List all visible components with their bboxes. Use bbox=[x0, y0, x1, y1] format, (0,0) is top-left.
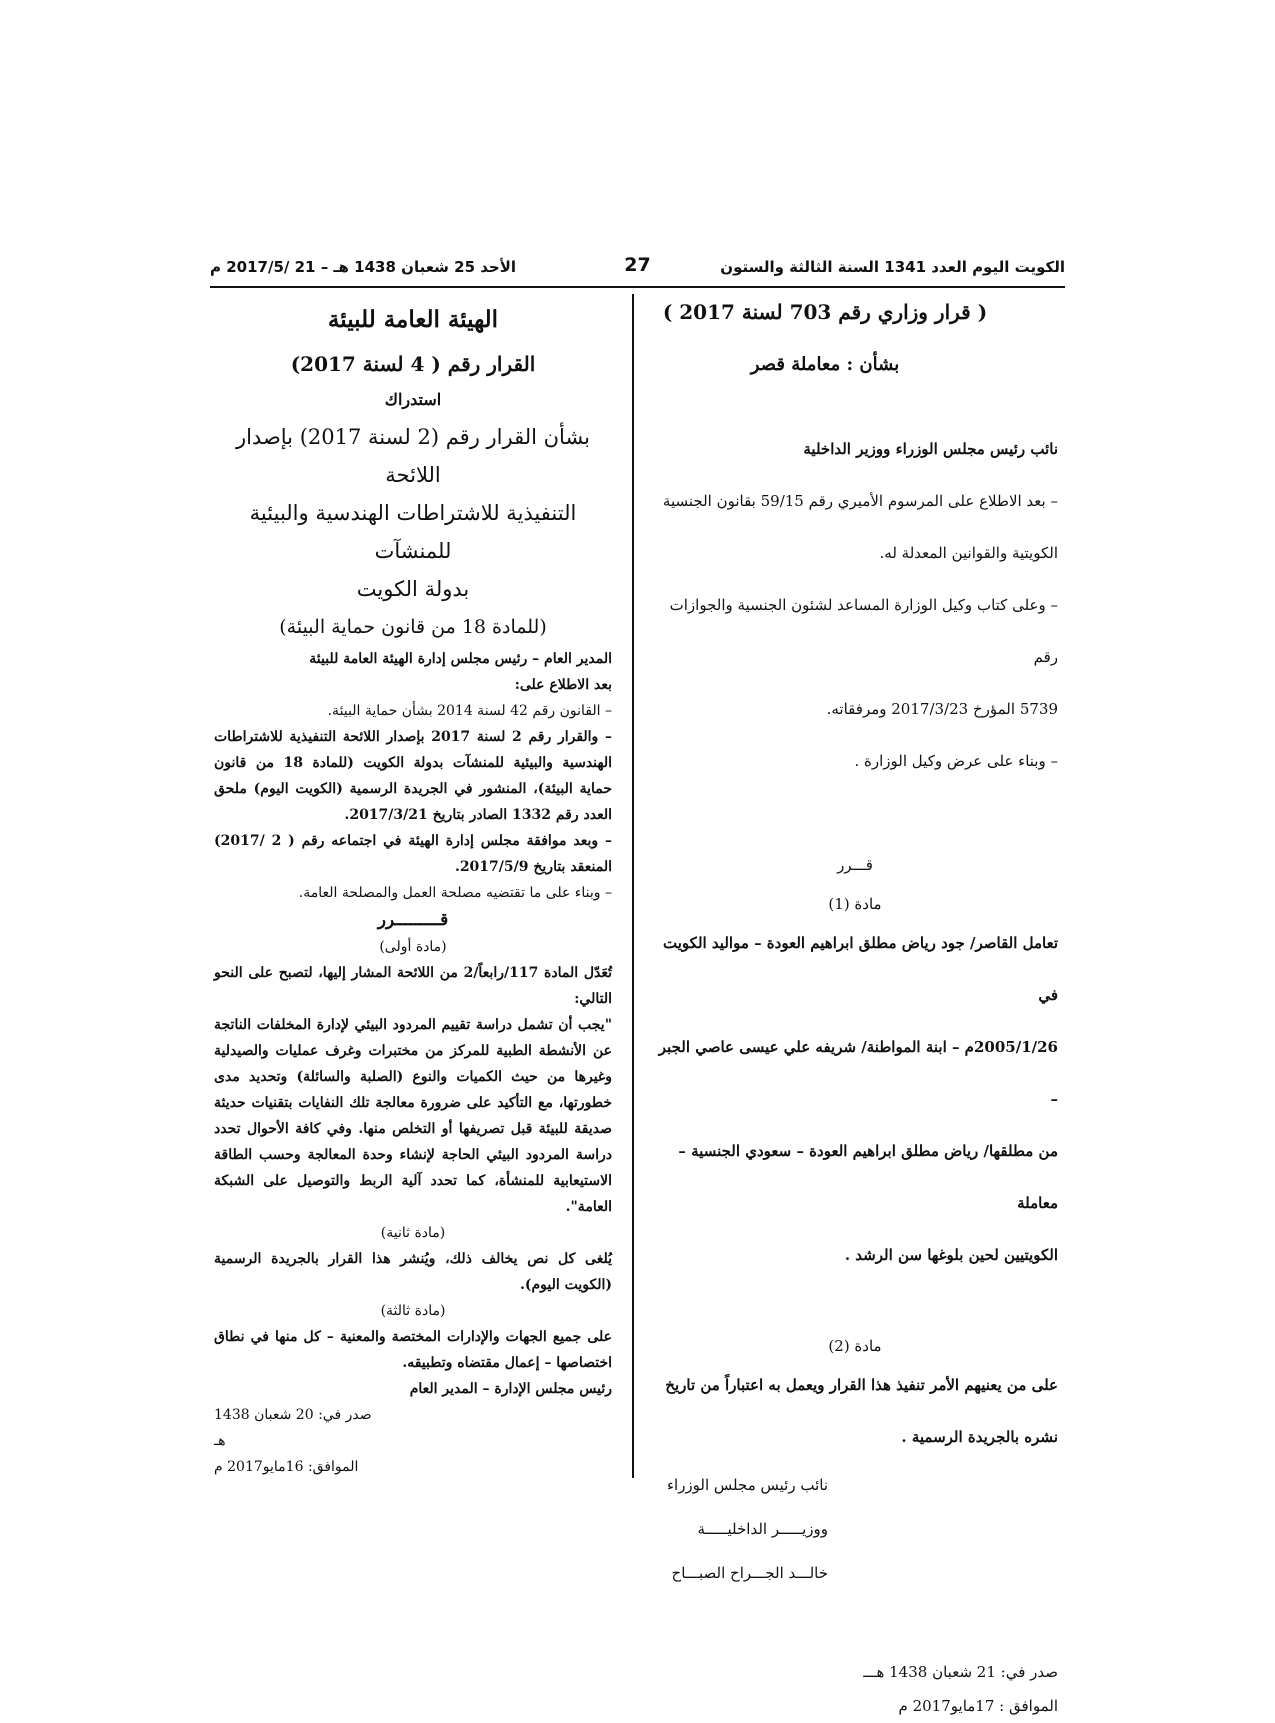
column-divider bbox=[632, 294, 634, 1478]
preamble-line: – بعد الاطلاع على المرسوم الأميري رقم 59/15 بقانون الجنسية bbox=[662, 492, 1058, 510]
signature-title: نائب رئيس مجلس الوزراء bbox=[666, 1476, 828, 1494]
header-divider bbox=[210, 286, 1065, 288]
article-2-heading: (مادة ثانية) bbox=[380, 1225, 446, 1241]
decision-subject-line: بدولة الكويت bbox=[356, 577, 470, 601]
gregorian-date: الموافق : 17مايو2017 م bbox=[898, 1697, 1058, 1715]
reference-item: – والقرار رقم 2 لسنة 2017 بإصدار اللائحة التنفيذية للاشتراطات الهندسية والبيئية للمنشآت بدولة الكويت (للمادة 18 من قانون حماية البيئة)، المنشور في الجريدة الرسمية (الكويت اليوم) ملحق العدد رقم 1332 الصادر بتاريخ 2017/3/21. bbox=[214, 729, 613, 823]
decision-number: القرار رقم ( 4 لسنة 2017) bbox=[290, 352, 536, 376]
decision-subject-line: (للمادة 18 من قانون حماية البيئة) bbox=[279, 616, 547, 638]
decided-heading: قـــرر bbox=[837, 856, 873, 874]
decision-title: ( قرار وزاري رقم 703 لسنة 2017 ) bbox=[662, 300, 988, 324]
signatory-name: خالـــد الجـــراح الصبـــاح bbox=[671, 1564, 828, 1582]
article-3-heading: (مادة ثالثة) bbox=[380, 1303, 446, 1319]
article-1-heading: (مادة أولى) bbox=[379, 939, 447, 955]
article-1-line: من مطلقها/ رياض مطلق ابراهيم العودة – سعودي الجنسية – معاملة bbox=[678, 1142, 1058, 1212]
header-date: الأحد 25 شعبان 1438 هـ – 21 /2017/5 م bbox=[210, 258, 517, 276]
issuer: المدير العام – رئيس مجلس إدارة الهيئة العامة للبيئة bbox=[309, 651, 612, 667]
article-1-heading: مادة (1) bbox=[828, 895, 882, 913]
issue-date: صدر في: 20 شعبان 1438 هـ bbox=[214, 1407, 372, 1449]
environment-authority-column bbox=[214, 300, 612, 1480]
gregorian-date: الموافق: 16مايو2017 م bbox=[214, 1459, 359, 1475]
decision-subject: بشأن : معاملة قصر bbox=[750, 354, 900, 375]
preamble-line: – وبناء على عرض وكيل الوزارة . bbox=[854, 752, 1058, 770]
header-publication-issue: الكويت اليوم العدد 1341 السنة الثالثة والستون bbox=[720, 258, 1065, 276]
article-2-heading: مادة (2) bbox=[828, 1337, 882, 1355]
agency-name: الهيئة العامة للبيئة bbox=[327, 306, 499, 333]
ministerial-decision-column bbox=[652, 300, 1058, 1723]
decided-heading: قـــــــــرر bbox=[377, 910, 449, 930]
article-1-quote: "يجب أن تشمل دراسة تقييم المردود البيئي لإدارة المخلفات الناتجة عن الأنشطة الطبية للمركز من مختبرات وغرف عمليات والصيدلية وغيرها من حيث الكميات والنوع (الصلبة والسائلة) وتحديد مدى خطورتها، مع التأكيد على ضرورة معالجة تلك النفايات بتقنيات حديثة صديقة للبيئة قبل تصريفها أو التخلص منها. وفي كافة الأحوال تحدد دراسة المردود البيئي الحاجة لإنشاء وحدة المعالجة وحسب الطاقة الاستيعابية للمنشأة، كما تحدد آلية الربط والتوصيل على الشبكة العامة". bbox=[214, 1017, 612, 1215]
preamble-line: الكويتية والقوانين المعدلة له. bbox=[879, 544, 1058, 562]
article-1-line: تعامل القاصر/ جود رياض مطلق ابراهيم العودة – مواليد الكويت في bbox=[663, 934, 1058, 1004]
page-header bbox=[210, 254, 1065, 288]
decision-subject-line: بشأن القرار رقم (2 لسنة 2017) بإصدار اللائحة bbox=[235, 425, 591, 487]
article-1-text: تُعَدّل المادة 117/رابعاً/2 من اللائحة المشار إليها، لتصبح على النحو التالي: bbox=[214, 965, 612, 1007]
reference-item: – وبعد موافقة مجلس إدارة الهيئة في اجتماعه رقم ( 2 /2017) المنعقد بتاريخ 2017/5/9. bbox=[214, 833, 612, 875]
article-2-text: يُلغى كل نص يخالف ذلك، ويُنشر هذا القرار بالجريدة الرسمية (الكويت اليوم). bbox=[214, 1251, 612, 1293]
signatory-title: رئيس مجلس الإدارة – المدير العام bbox=[409, 1381, 612, 1397]
decision-subject-line: التنفيذية للاشتراطات الهندسية والبيئية للمنشآت bbox=[249, 501, 577, 563]
after-review: بعد الاطلاع على: bbox=[514, 677, 612, 693]
decision-authority: نائب رئيس مجلس الوزراء ووزير الداخلية bbox=[803, 440, 1058, 458]
reference-item: – وبناء على ما تقتضيه مصلحة العمل والمصلحة العامة. bbox=[298, 885, 612, 901]
article-3-text: على جميع الجهات والإدارات المختصة والمعنية – كل منها في نطاق اختصاصها – إعمال مقتضاه وتطبيقه. bbox=[214, 1329, 612, 1371]
issue-date: صدر في: 21 شعبان 1438 هـــ bbox=[863, 1663, 1058, 1681]
article-2-line: نشره بالجريدة الرسمية . bbox=[901, 1428, 1058, 1446]
article-2-line: على من يعنيهم الأمر تنفيذ هذا القرار ويعمل به اعتباراً من تاريخ bbox=[665, 1376, 1058, 1394]
article-1-line: الكويتيين لحين بلوغها سن الرشد . bbox=[844, 1246, 1058, 1264]
article-1-line: 2005/1/26م – ابنة المواطنة/ شريفه علي عيسى عاصي الجبر – bbox=[658, 1038, 1058, 1108]
reference-item: – القانون رقم 42 لسنة 2014 بشأن حماية البيئة. bbox=[327, 703, 612, 719]
page-number: 27 bbox=[624, 254, 651, 276]
preamble-line: – وعلى كتاب وكيل الوزارة المساعد لشئون الجنسية والجوازات رقم bbox=[669, 596, 1058, 666]
correction-label: استدراك bbox=[384, 390, 442, 409]
preamble-line: 5739 المؤرخ 2017/3/23 ومرفقاته. bbox=[826, 700, 1058, 718]
signature-title: ووزيـــــر الداخليـــــة bbox=[697, 1520, 828, 1538]
